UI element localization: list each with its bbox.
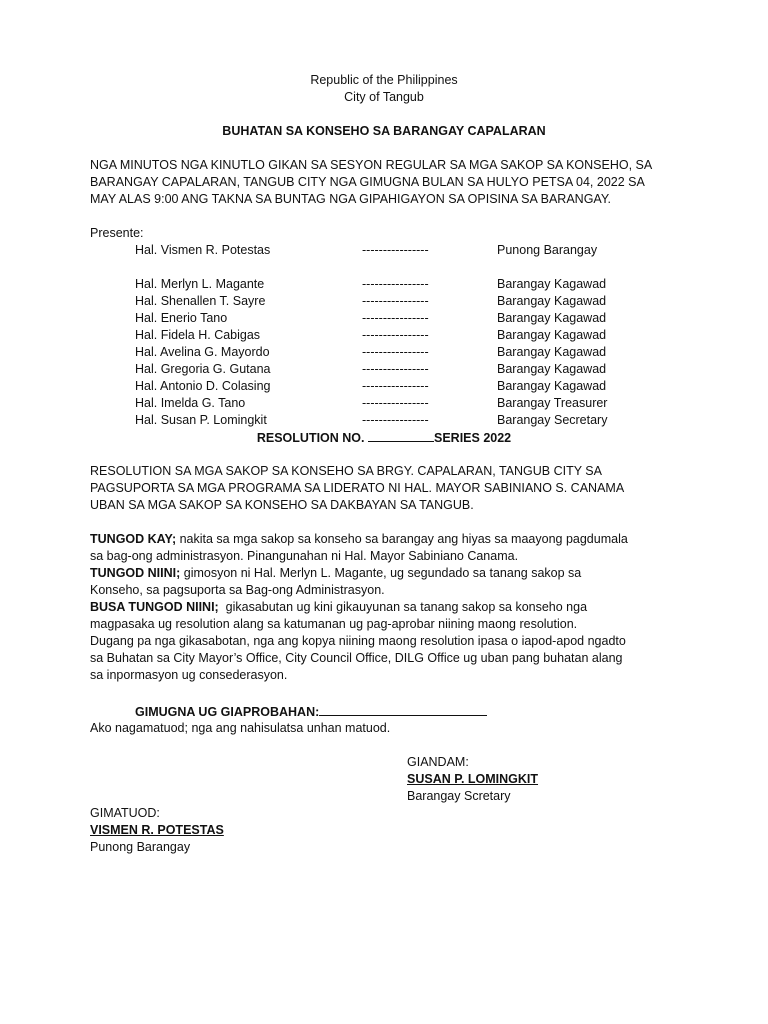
separator: ---------------- [362, 328, 429, 342]
separator: ---------------- [362, 277, 429, 291]
body-text: nakita sa mga sakop sa konseho sa barangay ang hiyas sa maayong pagdumala [176, 532, 628, 546]
body-line: sa inpormasyon ug consederasyon. [90, 668, 288, 682]
tungod-kay-label: TUNGOD KAY; [90, 532, 177, 546]
resolution-title-line: PAGSUPORTA SA MGA PROGRAMA SA LIDERATO NI HAL. MAYOR SABINIANO S. CANAMA [90, 481, 625, 495]
attested-label: GIMATUOD: [90, 806, 160, 820]
member-name: Hal. Shenallen T. Sayre [135, 294, 266, 308]
attendance-row [0, 242, 768, 259]
tungod-niini-label: TUNGOD NIINI; [90, 566, 181, 580]
certification-text: Ako nagamatuod; nga ang nahisulatsa unhan matuod. [90, 721, 391, 735]
member-position: Barangay Kagawad [497, 362, 607, 376]
resolution-title-line: RESOLUTION SA MGA SAKOP SA KONSEHO SA BRGY. CAPALARAN, TANGUB CITY SA [90, 464, 602, 478]
body-text: gimosyon ni Hal. Merlyn L. Magante, ug segundado sa tanang sakop sa [180, 566, 582, 580]
member-position: Barangay Kagawad [497, 328, 607, 342]
attendance-row [0, 378, 768, 395]
member-name: Hal. Avelina G. Mayordo [135, 345, 270, 359]
approval-label: GIMUGNA UG GIAPROBAHAN: [135, 705, 320, 719]
attested-title: Punong Barangay [90, 840, 191, 854]
member-position: Barangay Kagawad [497, 345, 607, 359]
body-text: gikasabutan ug kini gikauyunan sa tanang sakop sa konseho nga [218, 600, 588, 614]
separator: ---------------- [362, 243, 429, 257]
busa-label: BUSA TUNGOD NIINI; [90, 600, 219, 614]
separator: ---------------- [362, 362, 429, 376]
attendance-row [0, 327, 768, 344]
member-position: Barangay Kagawad [497, 379, 607, 393]
prepared-name: SUSAN P. LOMINGKIT [407, 772, 539, 786]
body-line: Dugang pa nga gikasabotan, nga ang kopya niining maong resolution ipasa o iapod-apod ngadto [90, 634, 626, 648]
approval-line [135, 703, 487, 721]
member-name: Hal. Fidela H. Cabigas [135, 328, 261, 342]
member-name: Hal. Enerio Tano [135, 311, 228, 325]
member-name: Hal. Susan P. Lomingkit [135, 413, 267, 427]
member-name: Hal. Vismen R. Potestas [135, 243, 271, 257]
member-position: Barangay Kagawad [497, 277, 607, 291]
member-position: Punong Barangay [497, 243, 598, 257]
member-position: Barangay Kagawad [497, 294, 607, 308]
attendance-row [0, 276, 768, 293]
separator: ---------------- [362, 379, 429, 393]
resolution-number-blank [368, 429, 434, 442]
attested-name: VISMEN R. POTESTAS [90, 823, 224, 837]
intro-line: BARANGAY CAPALARAN, TANGUB CITY NGA GIMUGNA BULAN SA HULYO PETSA 04, 2022 SA [90, 175, 645, 189]
separator: ---------------- [362, 396, 429, 410]
separator: ---------------- [362, 345, 429, 359]
member-name: Hal. Imelda G. Tano [135, 396, 246, 410]
separator: ---------------- [362, 413, 429, 427]
separator: ---------------- [362, 311, 429, 325]
body-line: sa Buhatan sa City Mayor’s Office, City Council Office, DILG Office ug uban pang buhatan alang [90, 651, 623, 665]
separator: ---------------- [362, 294, 429, 308]
tungod-niini-paragraph [90, 565, 690, 582]
tungod-kay-paragraph [90, 531, 690, 548]
member-name: Hal. Merlyn L. Magante [135, 277, 265, 291]
resolution-number [0, 429, 768, 447]
approval-blank [319, 703, 487, 716]
resolution-title-line: UBAN SA MGA SAKOP SA KONSEHO SA DAKBAYAN SA TANGUB. [90, 498, 474, 512]
body-line: magpasaka ug resolution alang sa katumanan ug pag-aprobar niining maong resolution. [90, 617, 578, 631]
header-office: BUHATAN SA KONSEHO SA BARANGAY CAPALARAN [222, 124, 546, 138]
body-line: Konseho, sa pagsuporta sa Bag-ong Administrasyon. [90, 583, 385, 597]
member-position: Barangay Secretary [497, 413, 608, 427]
prepared-label: GIANDAM: [407, 755, 469, 769]
attendance-row [0, 412, 768, 429]
intro-line: MAY ALAS 9:00 ANG TAKNA SA BUNTAG NGA GIPAHIGAYON SA OPISINA SA BARANGAY. [90, 192, 612, 206]
attendance-row [0, 395, 768, 412]
attendance-row [0, 361, 768, 378]
header-city: City of Tangub [344, 90, 424, 104]
attendance-label: Presente: [90, 226, 144, 240]
member-position: Barangay Treasurer [497, 396, 608, 410]
member-name: Hal. Gregoria G. Gutana [135, 362, 271, 376]
body-line: sa bag-ong administrasyon. Pinangunahan ni Hal. Mayor Sabiniano Canama. [90, 549, 519, 563]
busa-paragraph [90, 599, 690, 616]
member-name: Hal. Antonio D. Colasing [135, 379, 271, 393]
resolution-number-label: RESOLUTION NO. [256, 431, 365, 445]
intro-line: NGA MINUTOS NGA KINUTLO GIKAN SA SESYON REGULAR SA MGA SAKOP SA KONSEHO, SA [90, 158, 653, 172]
attendance-row [0, 293, 768, 310]
member-position: Barangay Kagawad [497, 311, 607, 325]
header-republic: Republic of the Philippines [310, 73, 458, 87]
attendance-row [0, 344, 768, 361]
prepared-title: Barangay Scretary [407, 789, 511, 803]
resolution-series: SERIES 2022 [434, 431, 512, 445]
attendance-row [0, 310, 768, 327]
